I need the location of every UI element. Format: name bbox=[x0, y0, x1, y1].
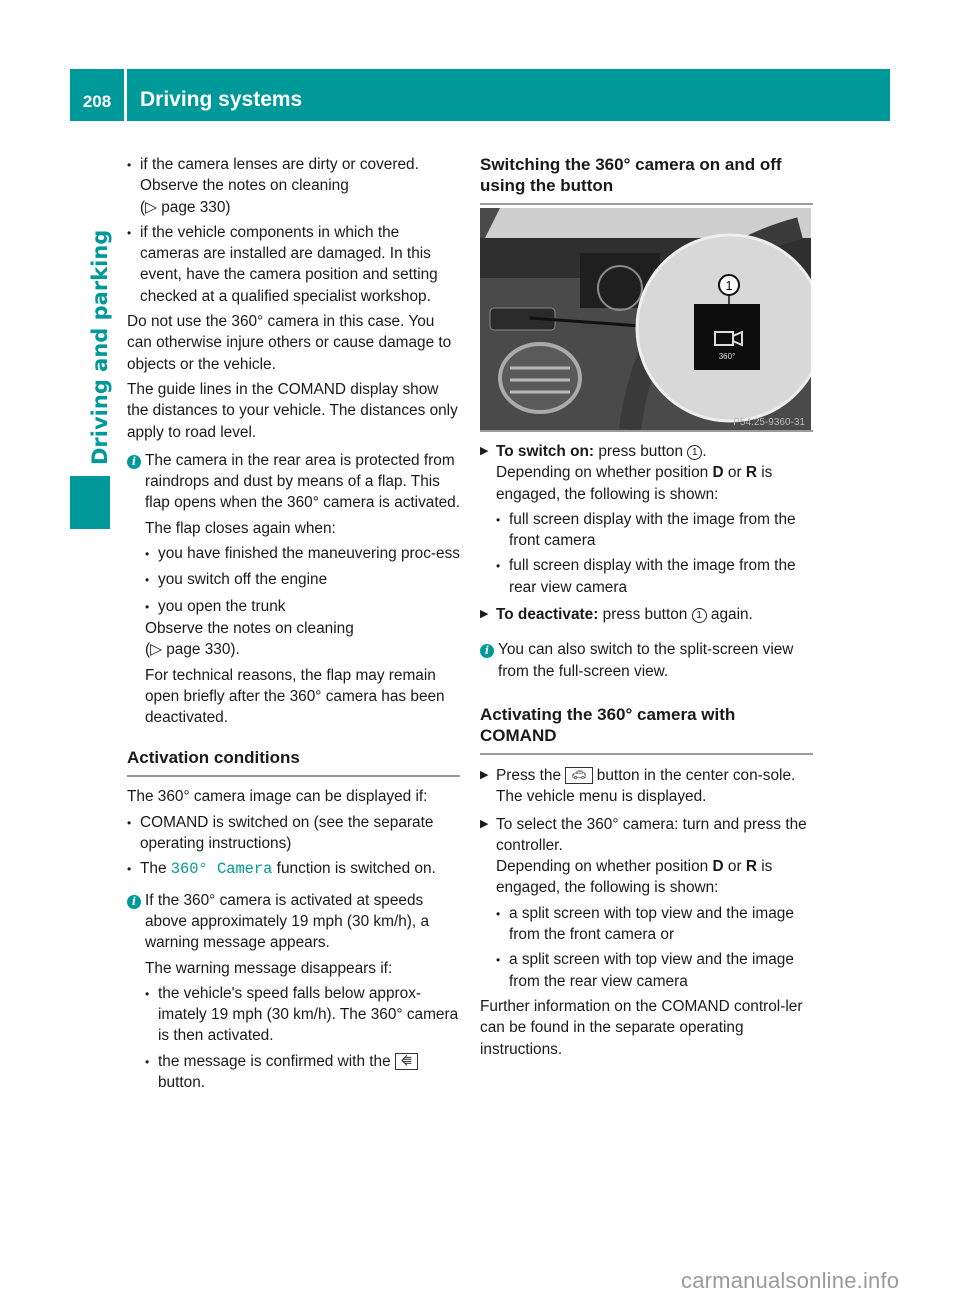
step-arrow-icon: ▶ bbox=[480, 608, 489, 621]
list-item bbox=[496, 509, 815, 552]
bullet-icon bbox=[496, 509, 509, 552]
list-item bbox=[145, 1051, 460, 1094]
right-column bbox=[480, 154, 813, 205]
section-comand bbox=[480, 704, 815, 1060]
list-item bbox=[145, 569, 460, 591]
steering-wheel-illustration bbox=[480, 208, 811, 430]
section-heading: Switching the 360° camera on and off using the button bbox=[480, 154, 813, 205]
instruction-step: ▶ Press the 🚗︎ button in the center con-sole. The vehicle menu is displayed. bbox=[480, 765, 815, 808]
back-button-icon: ⭅ bbox=[395, 1053, 418, 1070]
list-item bbox=[496, 949, 815, 992]
paragraph: The guide lines in the COMAND display show the distances to your vehicle. The distances only apply to road level. bbox=[127, 380, 458, 441]
menu-function-name: 360° Camera bbox=[170, 860, 273, 879]
bullet-icon bbox=[127, 222, 140, 307]
bullet-text: Observe the notes on cleaning bbox=[140, 177, 349, 195]
info-note bbox=[127, 450, 460, 729]
info-text: For technical reasons, the flap may remain open briefly after the 360° camera has been deactivated. bbox=[145, 666, 445, 727]
bullet-text: you switch off the engine bbox=[158, 571, 328, 589]
page-header bbox=[70, 69, 890, 121]
info-text: The flap closes again when: bbox=[145, 519, 336, 537]
page-number: 208 bbox=[70, 69, 124, 121]
section-heading: Activating the 360° camera with COMAND bbox=[480, 704, 813, 755]
step-arrow-icon: ▶ bbox=[480, 768, 489, 781]
chapter-title: Driving systems bbox=[127, 69, 890, 121]
svg-text:P54.25-9360-31: P54.25-9360-31 bbox=[733, 417, 805, 428]
bullet-text: you open the trunk bbox=[158, 597, 286, 615]
bullet-text: The 360° Camera function is switched on. bbox=[140, 860, 436, 879]
paragraph: The 360° camera image can be displayed if: bbox=[127, 788, 428, 806]
paragraph: Do not use the 360° camera in this case. You can otherwise injure others or cause damage to objects or the vehicle. bbox=[127, 313, 452, 373]
watermark[interactable]: carmanualsonline.info bbox=[681, 1268, 900, 1293]
bullet-icon bbox=[145, 983, 158, 1047]
bullet-icon bbox=[145, 543, 158, 565]
bullet-text: the vehicle's speed falls below approx-imately 19 mph (30 km/h). The 360° camera is then activated. bbox=[158, 984, 459, 1045]
bullet-icon bbox=[145, 596, 158, 618]
info-icon: i bbox=[127, 895, 141, 909]
bullet-text: a split screen with top view and the image from the rear view camera bbox=[509, 951, 794, 990]
bullet-icon bbox=[127, 858, 140, 880]
paragraph: Further information on the COMAND control-ler can be found in the separate operating instructions. bbox=[480, 997, 803, 1058]
step-arrow-icon: ▶ bbox=[480, 817, 489, 830]
bullet-text: if the camera lenses are dirty or covered. bbox=[140, 156, 419, 173]
bullet-text: if the vehicle components in which the cameras are installed are damaged. In this event, have the camera position and setting checked at a qualified specialist workshop. bbox=[140, 223, 438, 305]
list-item bbox=[145, 543, 460, 565]
info-text: The warning message disappears if: bbox=[145, 959, 393, 977]
side-tab-marker bbox=[70, 476, 110, 529]
step-result: The vehicle menu is displayed. bbox=[496, 788, 707, 806]
right-column-body bbox=[480, 441, 815, 1060]
dashboard-photo bbox=[480, 208, 811, 430]
list-item bbox=[127, 858, 460, 880]
bullet-icon bbox=[496, 555, 509, 598]
list-item bbox=[145, 596, 460, 618]
bullet-icon bbox=[145, 1051, 158, 1094]
page-reference-link[interactable]: (▷ page 330) bbox=[140, 198, 231, 216]
bullet-icon bbox=[127, 154, 140, 218]
list-item bbox=[127, 222, 460, 307]
callout-1-icon: 1 bbox=[692, 608, 707, 623]
bullet-icon bbox=[145, 569, 158, 591]
instruction-step: ▶ To select the 360° camera: turn and press the controller. Depending on whether position D or R is engaged, the following is shown: • a split screen with top view and the image from the front camera or • a split screen with top view and the image from the rear view camera bbox=[480, 814, 815, 992]
info-text: The camera in the rear area is protected from raindrops and dust by means of a flap. This flap opens when the 360° camera is activated. bbox=[145, 451, 461, 512]
vehicle-button-icon: 🚗︎ bbox=[565, 767, 592, 784]
side-tab bbox=[82, 130, 112, 465]
side-tab-label: Driving and parking bbox=[88, 229, 112, 465]
bullet-icon bbox=[496, 949, 509, 992]
info-note bbox=[480, 639, 815, 682]
list-item bbox=[496, 903, 815, 946]
svg-text:360°: 360° bbox=[718, 352, 736, 361]
bullet-text: a split screen with top view and the image from the front camera or bbox=[509, 904, 794, 944]
callout-1-icon: 1 bbox=[687, 445, 702, 460]
step-arrow-icon: ▶ bbox=[480, 445, 489, 457]
left-column bbox=[127, 154, 460, 1093]
instruction-step: ▶ To switch on: press button 1 . Depending on whether position D or R is engaged, the following is shown: • full screen display with the image from the front camera • full screen display with the image from the rear view camera bbox=[480, 441, 815, 598]
instruction-step: ▶ To deactivate: press button 1 again. bbox=[480, 604, 815, 625]
info-icon: i bbox=[480, 644, 494, 658]
svg-text:1: 1 bbox=[725, 278, 733, 293]
step-text: To select the 360° camera: turn and press the controller. bbox=[496, 815, 807, 854]
image-rule bbox=[480, 430, 813, 432]
list-item bbox=[496, 555, 815, 598]
section-heading: Activation conditions bbox=[127, 747, 460, 777]
info-text: You can also switch to the split-screen view from the full-screen view. bbox=[498, 641, 794, 680]
bullet-text: full screen display with the image from the rear view camera bbox=[509, 557, 796, 596]
page-reference-link[interactable]: (▷ page 330). bbox=[145, 641, 240, 659]
info-note bbox=[127, 890, 460, 1094]
info-text: If the 360° camera is activated at speeds above approximately 19 mph (30 km/h), a warning message appears. bbox=[145, 891, 430, 952]
section-activation-conditions bbox=[127, 747, 460, 1093]
bullet-icon bbox=[127, 812, 140, 855]
bullet-text: you have finished the maneuvering proc-ess bbox=[158, 545, 461, 563]
list-item bbox=[127, 812, 460, 855]
bullet-text: COMAND is switched on (see the separate operating instructions) bbox=[140, 813, 434, 853]
bullet-text: the message is confirmed with the ⭅ button. bbox=[158, 1051, 418, 1094]
bullet-text: full screen display with the image from the front camera bbox=[509, 510, 796, 550]
list-item bbox=[127, 154, 460, 218]
info-icon: i bbox=[127, 455, 141, 469]
info-text: Observe the notes on cleaning bbox=[145, 619, 354, 637]
list-item bbox=[145, 983, 460, 1047]
bullet-icon bbox=[496, 903, 509, 946]
